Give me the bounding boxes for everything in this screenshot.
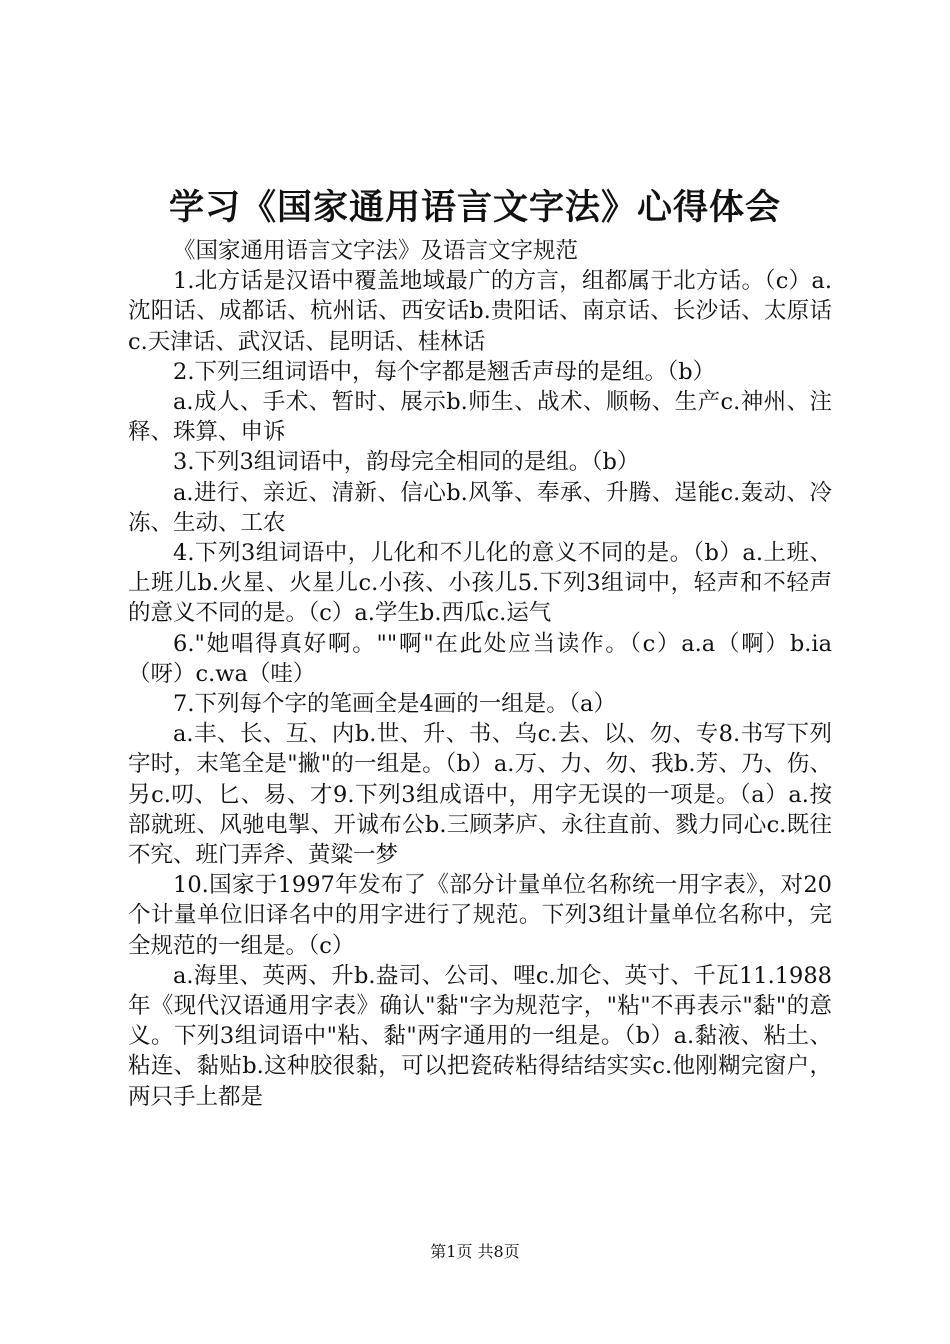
paragraph: a.丰、长、互、内b.世、升、书、乌c.去、以、勿、专8.书写下列字时，末笔全是"撇"的一组是。（b）a.万、力、勿、我b.芳、乃、伤、另c.叨、匕、易、才9.下列3组成语中，用字无误的一项是。（a）a.按部就班、风驰电掣、开诚布公b.三顾茅庐、永往直前、戮力同心c.既往不究、班门弄斧、黄粱一梦 bbox=[128, 721, 832, 869]
paragraph: 6."她唱得真好啊。""啊"在此处应当读作。（c）a.a（啊）b.ia（呀）c.wa（哇） bbox=[128, 630, 832, 687]
paragraph: 1.北方话是汉语中覆盖地域最广的方言，组都属于北方话。（c）a.沈阳话、成都话、杭州话、西安话b.贵阳话、南京话、长沙话、太原话c.天津话、武汉话、昆明话、桂林话 bbox=[128, 268, 832, 355]
paragraph: a.进行、亲近、清新、信心b.风筝、奉承、升腾、逞能c.轰动、冷冻、生动、工农 bbox=[128, 479, 832, 536]
paragraph: 3.下列3组词语中，韵母完全相同的是组。（b） bbox=[173, 449, 640, 476]
paragraph: 《国家通用语言文字法》及语言文字规范 bbox=[173, 238, 579, 264]
paragraph: a.成人、手术、暂时、展示b.师生、战术、顺畅、生产c.神州、注释、珠算、申诉 bbox=[128, 389, 832, 446]
paragraph: 4.下列3组词语中，儿化和不儿化的意义不同的是。（b）a.上班、上班儿b.火星、火星儿c.小孩、小孩儿5.下列3组词中，轻声和不轻声的意义不同的是。（c）a.学生b.西瓜c.运气 bbox=[128, 540, 832, 627]
paragraph: 10.国家于1997年发布了《部分计量单位名称统一用字表》，对20个计量单位旧译名中的用字进行了规范。下列3组计量单位名称中，完全规范的一组是。（c） bbox=[128, 872, 832, 959]
document-body bbox=[128, 236, 832, 1112]
paragraph: 2.下列三组词语中，每个字都是翘舌声母的是组。（b） bbox=[173, 358, 716, 385]
paragraph: 7.下列每个字的笔画全是4画的一组是。（a） bbox=[173, 691, 616, 718]
page-number-footer: 第1页 共8页 bbox=[430, 1242, 520, 1261]
paragraph: a.海里、英两、升b.盎司、公司、哩c.加仑、英寸、千瓦11.1988年《现代汉语通用字表》确认"黏"字为规范字，"粘"不再表示"黏"的意义。下列3组词语中"粘、黏"两字通用的一组是。（b）a.黏液、粘土、粘连、黏贴b.这种胶很黏，可以把瓷砖粘得结结实实c.他刚糊完窗户，两只手上都是 bbox=[128, 962, 832, 1110]
document-title: 学习《国家通用语言文字法》心得体会 bbox=[168, 187, 781, 228]
